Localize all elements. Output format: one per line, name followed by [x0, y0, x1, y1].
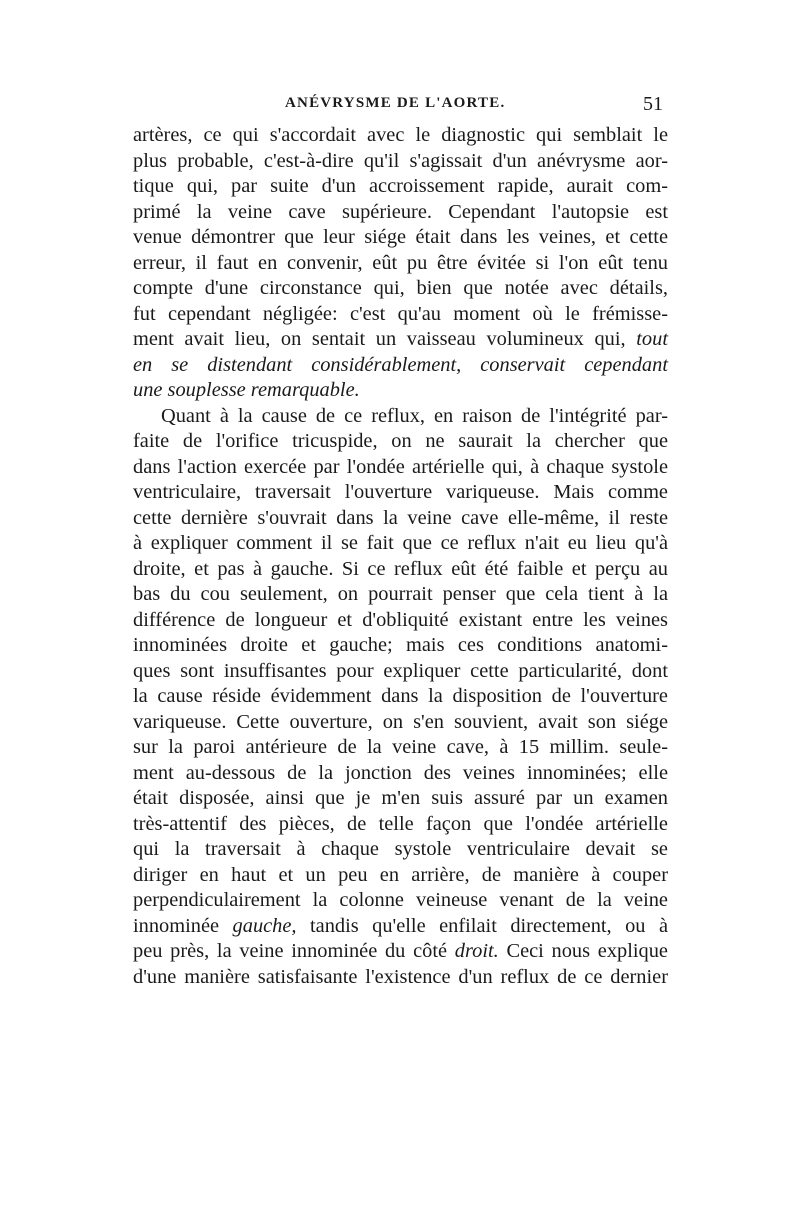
text-line	[133, 888, 668, 914]
text-line	[133, 225, 668, 251]
text-line	[133, 174, 668, 200]
text-line	[133, 965, 668, 991]
line-text: la cause réside évidemment dans la disposition de l'ouverture	[133, 685, 668, 707]
line-text: sur la paroi antérieure de la veine cave, à 15 millim. seule-	[133, 736, 668, 758]
line-text: était disposée, ainsi que je m'en suis assuré par un examen	[133, 787, 668, 809]
line-text: fut cependant négligée: c'est qu'au moment où le frémisse-	[133, 302, 668, 325]
line-text: Quant à la cause de ce reflux, en raison de l'intégrité par-	[161, 404, 668, 427]
italic-text: tout	[636, 328, 668, 350]
text-line	[133, 200, 668, 226]
text-line	[133, 914, 668, 940]
line-text: tique qui, par suite d'un accroissement rapide, aurait com-	[133, 175, 668, 197]
line-text: perpendiculairement la colonne veineuse venant de la veine	[133, 889, 668, 911]
line-text: différence de longueur et d'obliquité existant entre les veines	[133, 608, 668, 631]
text-line	[133, 633, 668, 659]
text-line	[133, 531, 668, 557]
text-line	[133, 455, 668, 481]
text-line	[133, 149, 668, 175]
page-header	[133, 93, 663, 119]
line-text: diriger en haut et un peu en arrière, de manière à couper	[133, 863, 668, 886]
text-line	[133, 684, 668, 710]
italic-text: en se distendant considérablement, conservait cependant	[133, 353, 668, 376]
body-text	[133, 123, 668, 990]
line-text: artères, ce qui s'accordait avec le diagnostic qui semblait le	[133, 124, 668, 146]
line-text: compte d'une circonstance qui, bien que notée avec détails,	[133, 277, 668, 299]
text-line	[133, 812, 668, 838]
line-text: ment au-dessous de la jonction des veines innominées; elle	[133, 761, 668, 784]
text-line	[133, 608, 668, 634]
italic-text: une souplesse remarquable.	[133, 379, 360, 401]
text-line	[133, 582, 668, 608]
line-text: ques sont insuffisantes pour expliquer cette particularité, dont	[133, 659, 668, 682]
page-number: 51	[643, 93, 663, 115]
line-text: à expliquer comment il se fait que ce reflux n'ait eu lieu qu'à	[133, 532, 668, 554]
text-line	[133, 659, 668, 685]
text-line	[133, 761, 668, 787]
line-text: innominées droite et gauche; mais ces conditions anatomi-	[133, 634, 668, 656]
text-line	[133, 276, 668, 302]
text-line	[133, 429, 668, 455]
text-line	[133, 735, 668, 761]
line-text: venue démontrer que leur siége était dans les veines, et cette	[133, 226, 668, 248]
line-text: très-attentif des pièces, de telle façon que l'ondée artérielle	[133, 812, 668, 835]
line-text: plus probable, c'est-à-dire qu'il s'agissait d'un anévrysme aor-	[133, 149, 668, 172]
text-line	[133, 786, 668, 812]
text-line	[133, 710, 668, 736]
line-text: variqueuse. Cette ouverture, on s'en souvient, avait son siége	[133, 710, 668, 733]
text-line	[133, 404, 668, 430]
text-line	[133, 557, 668, 583]
running-title: ANÉVRYSME DE L'AORTE.	[285, 95, 506, 111]
line-text: d'une manière satisfaisante l'existence d'un reflux de ce dernier	[133, 965, 668, 988]
line-text: droite, et pas à gauche. Si ce reflux eût été faible et perçu au	[133, 557, 668, 580]
line-text: peu près, la veine innominée du côté	[133, 940, 455, 962]
text-line	[133, 863, 668, 889]
text-line	[133, 939, 668, 965]
italic-text: gauche,	[232, 914, 297, 937]
line-text: ment avait lieu, on sentait un vaisseau volumineux qui,	[133, 328, 637, 350]
text-line	[133, 327, 668, 353]
line-text: faite de l'orifice tricuspide, on ne saurait la chercher que	[133, 430, 668, 452]
text-line	[133, 506, 668, 532]
line-text: Ceci nous explique	[498, 940, 668, 962]
text-line	[133, 251, 668, 277]
text-line	[133, 123, 668, 149]
line-text: bas du cou seulement, on pourrait penser que cela tient à la	[133, 583, 668, 605]
text-line	[133, 837, 668, 863]
line-text: ventriculaire, traversait l'ouverture variqueuse. Mais comme	[133, 481, 668, 503]
text-line	[133, 378, 668, 404]
line-text: qui la traversait à chaque systole ventriculaire devait se	[133, 838, 668, 860]
line-text: cette dernière s'ouvrait dans la veine cave elle-même, il reste	[133, 506, 668, 529]
line-text: erreur, il faut en convenir, eût pu être évitée si l'on eût tenu	[133, 251, 668, 274]
text-line	[133, 353, 668, 379]
line-text: tandis qu'elle enfilait directement, ou à	[296, 914, 669, 937]
line-text: dans l'action exercée par l'ondée artérielle qui, à chaque systole	[133, 455, 668, 478]
text-line	[133, 302, 668, 328]
text-line	[133, 480, 668, 506]
line-text: innominée	[133, 914, 233, 937]
line-text: primé la veine cave supérieure. Cependant l'autopsie est	[133, 200, 668, 223]
italic-text: droit.	[454, 940, 499, 962]
